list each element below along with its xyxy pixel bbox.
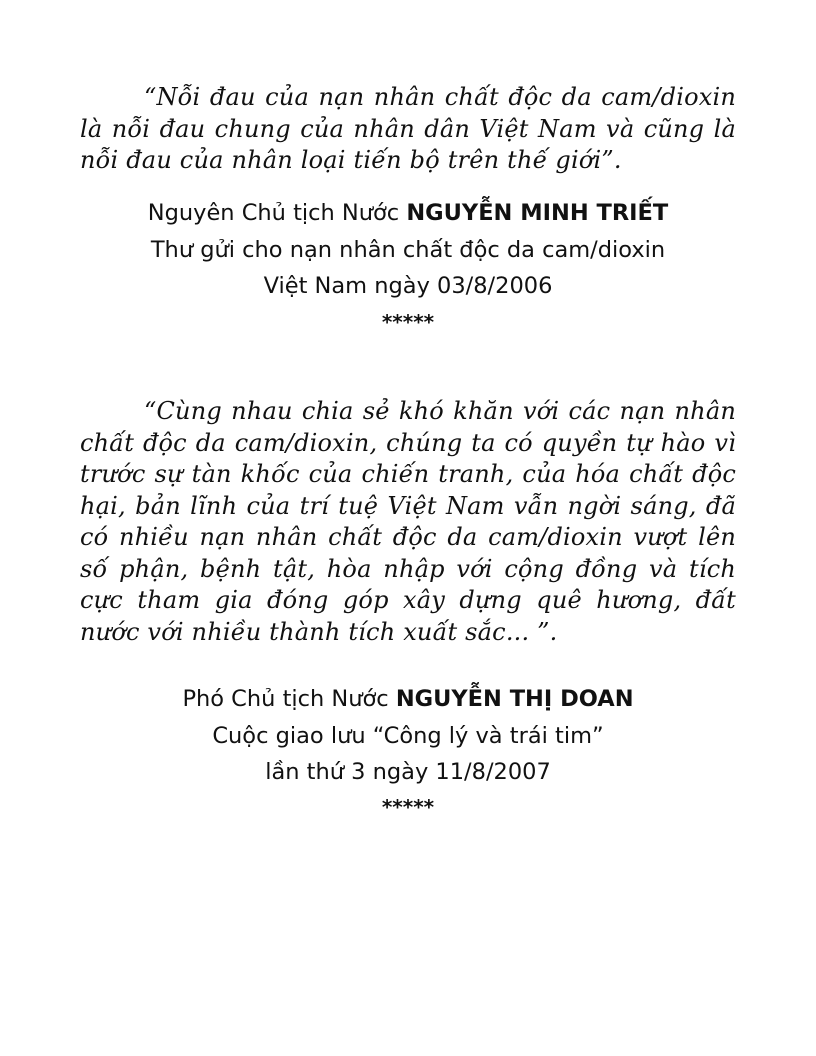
attribution <box>0 681 816 791</box>
attribution-date: Việt Nam ngày 03/8/2006 <box>263 273 553 299</box>
section-separator: ***** <box>381 310 435 334</box>
quote-text: “Nỗi đau của nạn nhân chất độc da cam/dioxin là nỗi đau chung của nhân dân Việt Nam và cũng là nỗi đau của nhân loại tiến bộ trên thế giới”. <box>80 83 736 174</box>
quote-text: “Cùng nhau chia sẻ khó khăn với các nạn nhân chất độc da cam/dioxin, chúng ta có quyền tự hào vì trước sự tàn khốc của chiến tranh, của hóa chất độc hại, bản lĩnh của trí tuệ Việt Nam vẫn ngời sáng, đã có nhiều nạn nhân chất độc da cam/dioxin vượt lên số phận, bệnh tật, hòa nhập với cộng đồng và tích cực tham gia đóng góp xây dựng quê hương, đất nước với nhiều thành tích xuất sắc... ”. <box>80 397 736 646</box>
section-separator: ***** <box>381 795 435 819</box>
attribution-title-line <box>0 195 816 232</box>
attribution-title-line <box>0 681 816 718</box>
attribution-name: NGUYỄN THỊ DOAN <box>395 686 634 712</box>
attribution-name: NGUYỄN MINH TRIẾT <box>406 200 669 226</box>
attribution-role: Nguyên Chủ tịch Nước <box>147 200 407 226</box>
attribution-source: Thư gửi cho nạn nhân chất độc da cam/dioxin <box>150 236 666 263</box>
attribution <box>0 195 816 305</box>
attribution-source: Cuộc giao lưu “Công lý và trái tim” <box>212 722 604 749</box>
attribution-date: lần thứ 3 ngày 11/8/2007 <box>265 759 551 785</box>
attribution-role: Phó Chủ tịch Nước <box>182 686 396 712</box>
